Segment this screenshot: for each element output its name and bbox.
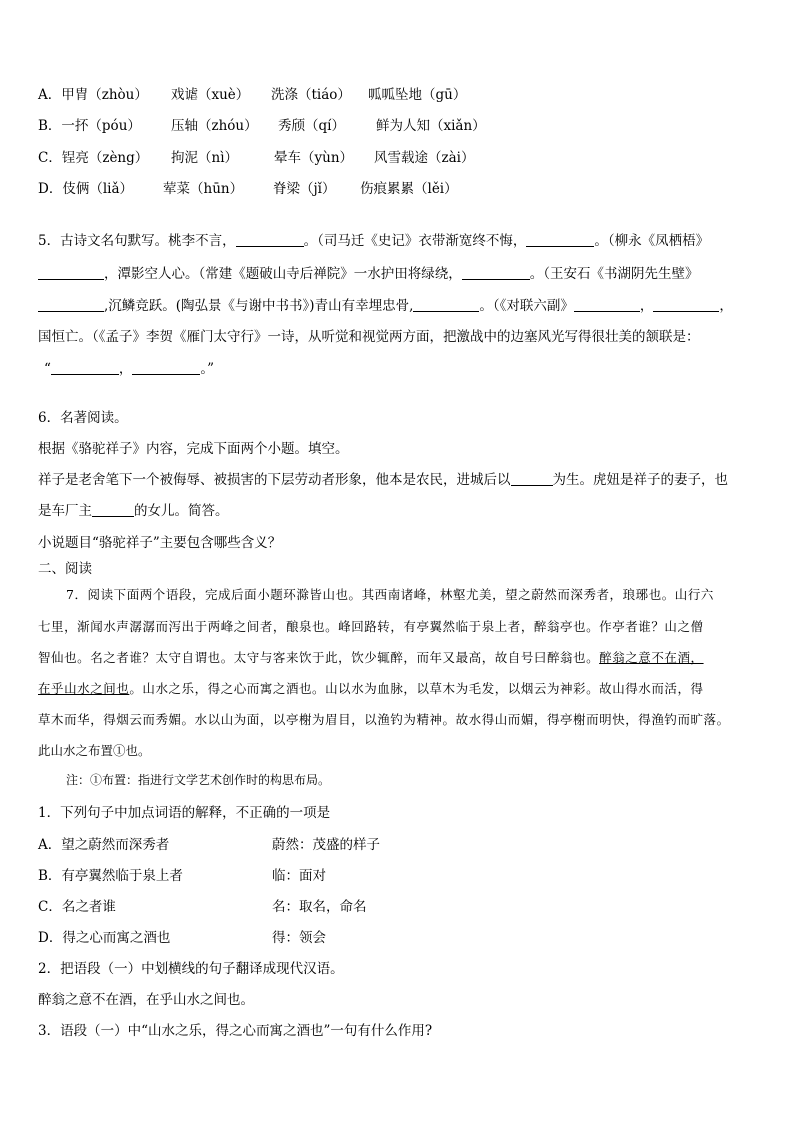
option-text: 晕车（yùn）: [274, 150, 354, 166]
sq3-title: 3．语段（一）中“山水之乐，得之心而寓之酒也”一句有什么作用?: [38, 1023, 433, 1039]
answer-blank[interactable]: [132, 362, 200, 375]
answer-blank[interactable]: [462, 267, 530, 280]
q5-line-2: ，潭影空人心。（常建《题破山寺后禅院》一水护田将绿绕， 。（王安石《书湖阴先生壁》: [38, 262, 699, 282]
passage-line-4: 在乎山水之间也。山水之乐，得之心而寓之酒也。山以水为血脉，以草木为毛发，以烟云为神彩。故山得水而活，得: [38, 681, 704, 696]
option-text: A．甲胄（zhòu）: [38, 87, 148, 103]
underlined-sentence: 在乎山水之间也: [38, 681, 130, 696]
option-text: B．一抔（póu）: [38, 118, 141, 134]
sq1-option-a: A．望之蔚然而深秀者 蔚然：茂盛的样子: [38, 837, 380, 853]
option-text: 压轴（zhóu）: [171, 118, 258, 134]
sq2-title: 2．把语段（一）中划横线的句子翻译成现代汉语。: [38, 961, 344, 977]
option-text: D．伎俩（liǎ）: [38, 181, 134, 197]
answer-blank[interactable]: [526, 234, 594, 247]
answer-blank[interactable]: [38, 267, 104, 280]
underlined-sentence: 醉翁之意不在酒，: [599, 650, 704, 665]
q6-question: 小说题目“骆驼祥子”主要包含哪些含义？: [38, 535, 282, 551]
option-text: 戏谑（xuè）: [171, 87, 250, 103]
passage-line-6: 此山水之布置①也。: [38, 743, 151, 758]
answer-blank[interactable]: [653, 299, 719, 312]
answer-blank[interactable]: [236, 234, 304, 247]
passage-note: 注：①布置：指进行文学艺术创作时的构思布局。: [66, 773, 331, 787]
option-text: 脊梁（jǐ）: [273, 181, 336, 197]
option-text: 荤菜（hūn）: [163, 181, 244, 197]
sq1-option-b: B．有亭翼然临于泉上者 临：面对: [38, 868, 326, 884]
option-row-c: [38, 146, 474, 166]
option-row-b: [38, 114, 486, 134]
option-text: C．锃亮（zèng）: [38, 150, 149, 166]
option-text: 洗涤（tiáo）: [271, 87, 351, 103]
option-text: 伤痕累累（lěi）: [360, 181, 458, 197]
answer-blank[interactable]: [413, 299, 479, 312]
passage-line-5: 草木而华，得烟云而秀媚。水以山为面，以亭榭为眉目，以渔钓为精神。故水得山而媚，得亭榭而明快，得渔钓而旷落。: [38, 712, 730, 727]
sq1-option-d: D．得之心而寓之酒也 得：领会: [38, 930, 326, 946]
option-text: 鲜为人知（xiǎn）: [376, 118, 486, 134]
sq1-option-c: C．名之者谁 名：取名，命名: [38, 899, 367, 915]
option-row-d: [38, 177, 458, 197]
option-text: 拘泥（nì）: [171, 150, 239, 166]
passage-line-2: 七里，渐闻水声潺潺而泻出于两峰之间者，酿泉也。峰回路转，有亭翼然临于泉上者，醉翁亭也。作亭者谁？山之僧: [38, 619, 704, 634]
q5-line-1: 5．古诗文名句默写。桃李不言， 。（司马迁《史记》衣带渐宽终不悔， 。（柳永《凤栖梧》: [38, 233, 710, 249]
q5-line-4: 国恒亡。（《孟子》李贺《雁门太守行》一诗，从听觉和视觉两方面，把激战中的边塞风光写得很壮美的颔联是：: [38, 329, 700, 345]
option-text: 秀颀（qí）: [278, 118, 345, 134]
answer-blank[interactable]: [92, 504, 134, 517]
q6-fill-line-2: 是车厂主 的女儿。简答。: [38, 503, 229, 519]
option-text: 风雪载途（zài）: [374, 150, 475, 166]
sq1-title: 1．下列句子中加点词语的解释，不正确的一项是: [38, 805, 331, 821]
sq2-sentence: 醉翁之意不在酒，在乎山水之间也。: [38, 992, 254, 1008]
option-text: 呱呱坠地（gū）: [368, 87, 467, 103]
section-heading: 二、阅读: [38, 561, 92, 577]
option-row-a: [38, 83, 466, 103]
answer-blank[interactable]: [51, 362, 119, 375]
passage-line-1: 7．阅读下面两个语段，完成后面小题环滁皆山也。其西南诸峰，林壑尤美，望之蔚然而深秀者，琅琊也。山行六: [66, 587, 714, 602]
answer-blank[interactable]: [511, 473, 553, 486]
q6-title: 6．名著阅读。: [38, 410, 128, 426]
passage-line-3: 智仙也。名之者谁？太守自谓也。太守与客来饮于此，饮少辄醉，而年又最高，故自号曰醉翁也。醉翁之意不在酒，: [38, 650, 704, 665]
answer-blank[interactable]: [38, 299, 104, 312]
q6-fill-line-1: 祥子是老舍笔下一个被侮辱、被损害的下层劳动者形象，他本是农民，进城后以 为生。虎妞是祥子的妻子，也: [38, 472, 728, 488]
q5-line-3: ,沉鳞竞跃。(陶弘景《与谢中书书》)青山有幸埋忠骨, 。（《对联六副》 ， ，: [38, 294, 733, 314]
q5-line-5: “ ， 。”: [44, 361, 215, 377]
answer-blank[interactable]: [574, 299, 640, 312]
q6-intro: 根据《骆驼祥子》内容，完成下面两个小题。填空。: [38, 441, 349, 457]
